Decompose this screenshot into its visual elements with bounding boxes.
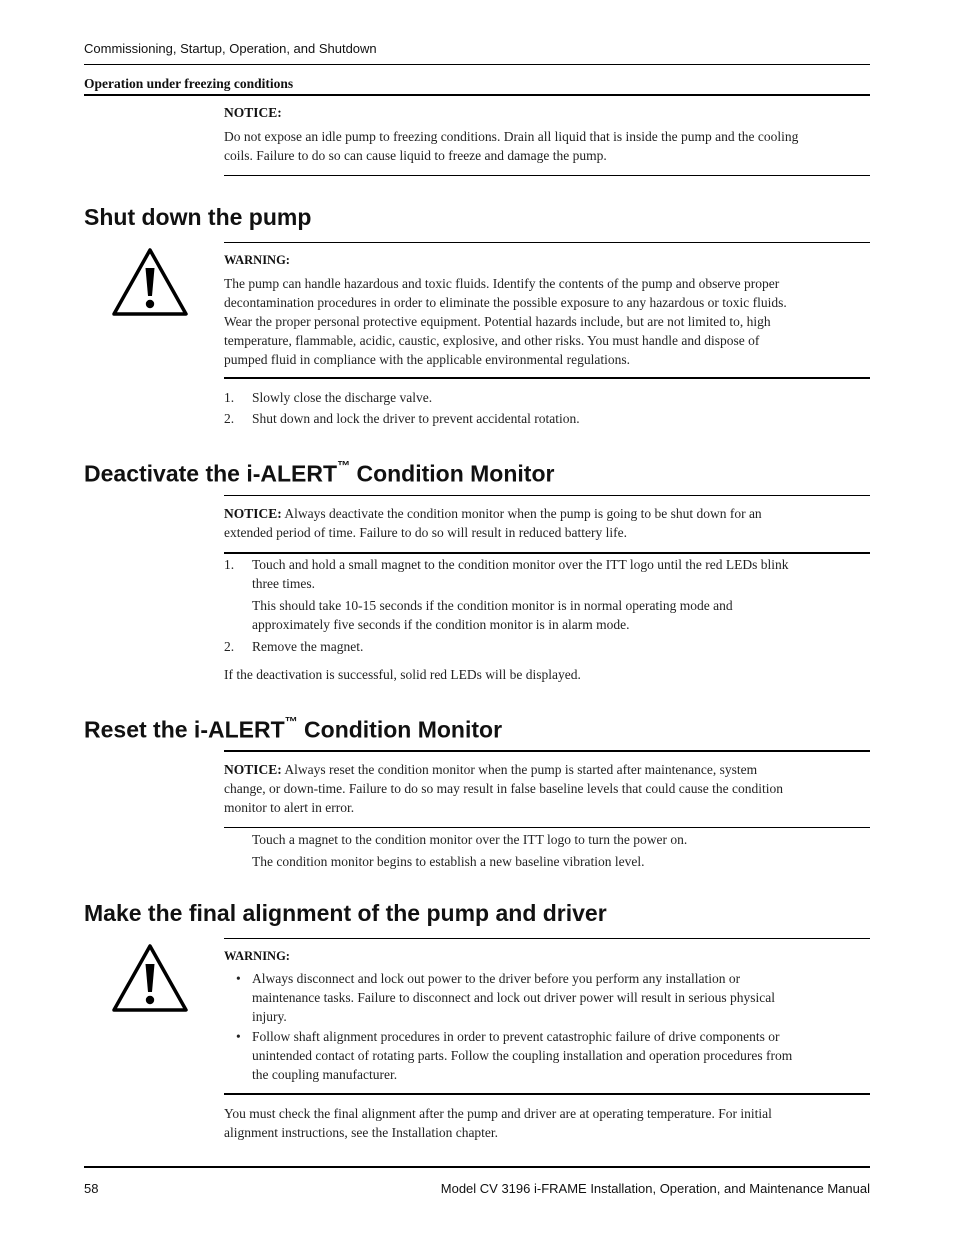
step-number: 1. [224,390,235,405]
freezing-notice-line: Do not expose an idle pump to freezing conditions. Drain all liquid that is inside the pump and the cooling [224,129,799,144]
deactivate-notice-end-rule [224,552,870,554]
warning-triangle-icon [110,942,190,1014]
alignment-warning-bullet-1: Always disconnect and lock out power to the driver before you perform any installation or maintenance tasks. Failure to disconnect and lock out driver power will result in serious physical injury. [252,971,775,1024]
trademark-symbol: ™ [337,458,351,473]
manual-title: Model CV 3196 i-FRAME Installation, Operation, and Maintenance Manual [440,1181,870,1196]
reset-heading: Reset the i-ALERT™ Condition Monitor [84,714,503,743]
header-rule [84,64,870,65]
shutdown-warning-text [224,274,870,369]
freezing-notice-end-rule [224,175,870,176]
freezing-section-title: Operation under freezing conditions [84,76,294,91]
running-header: Commissioning, Startup, Operation, and Shutdown [84,41,377,56]
freezing-notice-label: NOTICE: [224,105,282,120]
step-number: 1. [224,557,235,572]
shutdown-warning-top-rule [224,242,870,243]
shutdown-heading: Shut down the pump [84,204,312,230]
freezing-notice-line: coils. Failure to do so can cause liquid to freeze and damage the pump. [224,148,607,163]
deactivate-notice-text: NOTICE: Always deactivate the condition monitor when the pump is going to be shut down for an extended period of time. Failure to do so will result in reduced battery life. [224,506,762,540]
freezing-title-rule [84,94,870,96]
trademark-symbol: ™ [284,714,298,729]
reset-step: Touch a magnet to the condition monitor over the ITT logo to turn the power on. [252,832,688,847]
deactivate-step-1-note: This should take 10-15 seconds if the condition monitor is in normal operating mode and approximately five seconds if the condition monitor is in alarm mode. [252,598,733,632]
alignment-warning-label: WARNING: [224,949,290,963]
deactivate-notice-label: NOTICE: [224,506,282,521]
alignment-heading: Make the final alignment of the pump and driver [84,900,607,926]
shutdown-warning-end-rule [224,377,870,379]
step-number: 2. [224,639,235,654]
shutdown-step-2: Shut down and lock the driver to prevent accidental rotation. [252,411,580,426]
alignment-warning-end-rule [224,1093,870,1095]
alignment-warning-bullet-2: Follow shaft alignment procedures in order to prevent catastrophic failure of drive components or unintended contact of rotating parts. Follow the coupling installation and operation procedures from the coupling manufacturer. [252,1029,793,1082]
shutdown-step-1: Slowly close the discharge valve. [252,390,433,405]
shutdown-warning-label: WARNING: [224,253,290,267]
reset-notice-top-rule [224,750,870,752]
shutdown-warning-line: Wear the proper personal protective equipment. Potential hazards include, but are not limited to, high [224,314,771,329]
shutdown-warning-line: The pump can handle hazardous and toxic fluids. Identify the contents of the pump and observe proper [224,276,780,291]
deactivate-result-text: If the deactivation is successful, solid red LEDs will be displayed. [224,667,581,682]
reset-notice-label: NOTICE: [224,762,282,777]
deactivate-notice-top-rule [224,495,870,496]
footer-rule [84,1166,870,1168]
reset-notice-text: NOTICE: Always reset the condition monitor when the pump is started after maintenance, system change, or down-time. Failure to do so may result in false baseline levels that could cause the condition monitor to alert in error. [224,762,783,815]
reset-step-note: The condition monitor begins to establish a new baseline vibration level. [252,854,645,869]
shutdown-warning-line: pumped fluid in compliance with the applicable environmental regulations. [224,352,631,367]
shutdown-warning-line: temperature, flammable, acidic, caustic, explosive, and other risks. You must handle and dispose of [224,333,760,348]
alignment-warning-top-rule [224,938,870,939]
bullet-icon: • [236,971,241,986]
freezing-notice-text [224,127,874,165]
page-number: 58 [84,1181,99,1196]
bullet-icon: • [236,1029,241,1044]
alignment-closing-text: You must check the final alignment after the pump and driver are at operating temperature. For initial alignment instructions, see the Installation chapter. [224,1106,772,1140]
shutdown-warning-line: decontamination procedures in order to eliminate the possible exposure to any hazardous or toxic fluids. [224,295,787,310]
reset-notice-end-rule [224,827,870,828]
warning-triangle-icon [110,246,190,318]
deactivate-step-1: Touch and hold a small magnet to the condition monitor over the ITT logo until the red LEDs blink three times. [252,557,789,591]
step-number: 2. [224,411,235,426]
deactivate-heading: Deactivate the i-ALERT™ Condition Monitor [84,458,555,487]
deactivate-step-2: Remove the magnet. [252,639,364,654]
